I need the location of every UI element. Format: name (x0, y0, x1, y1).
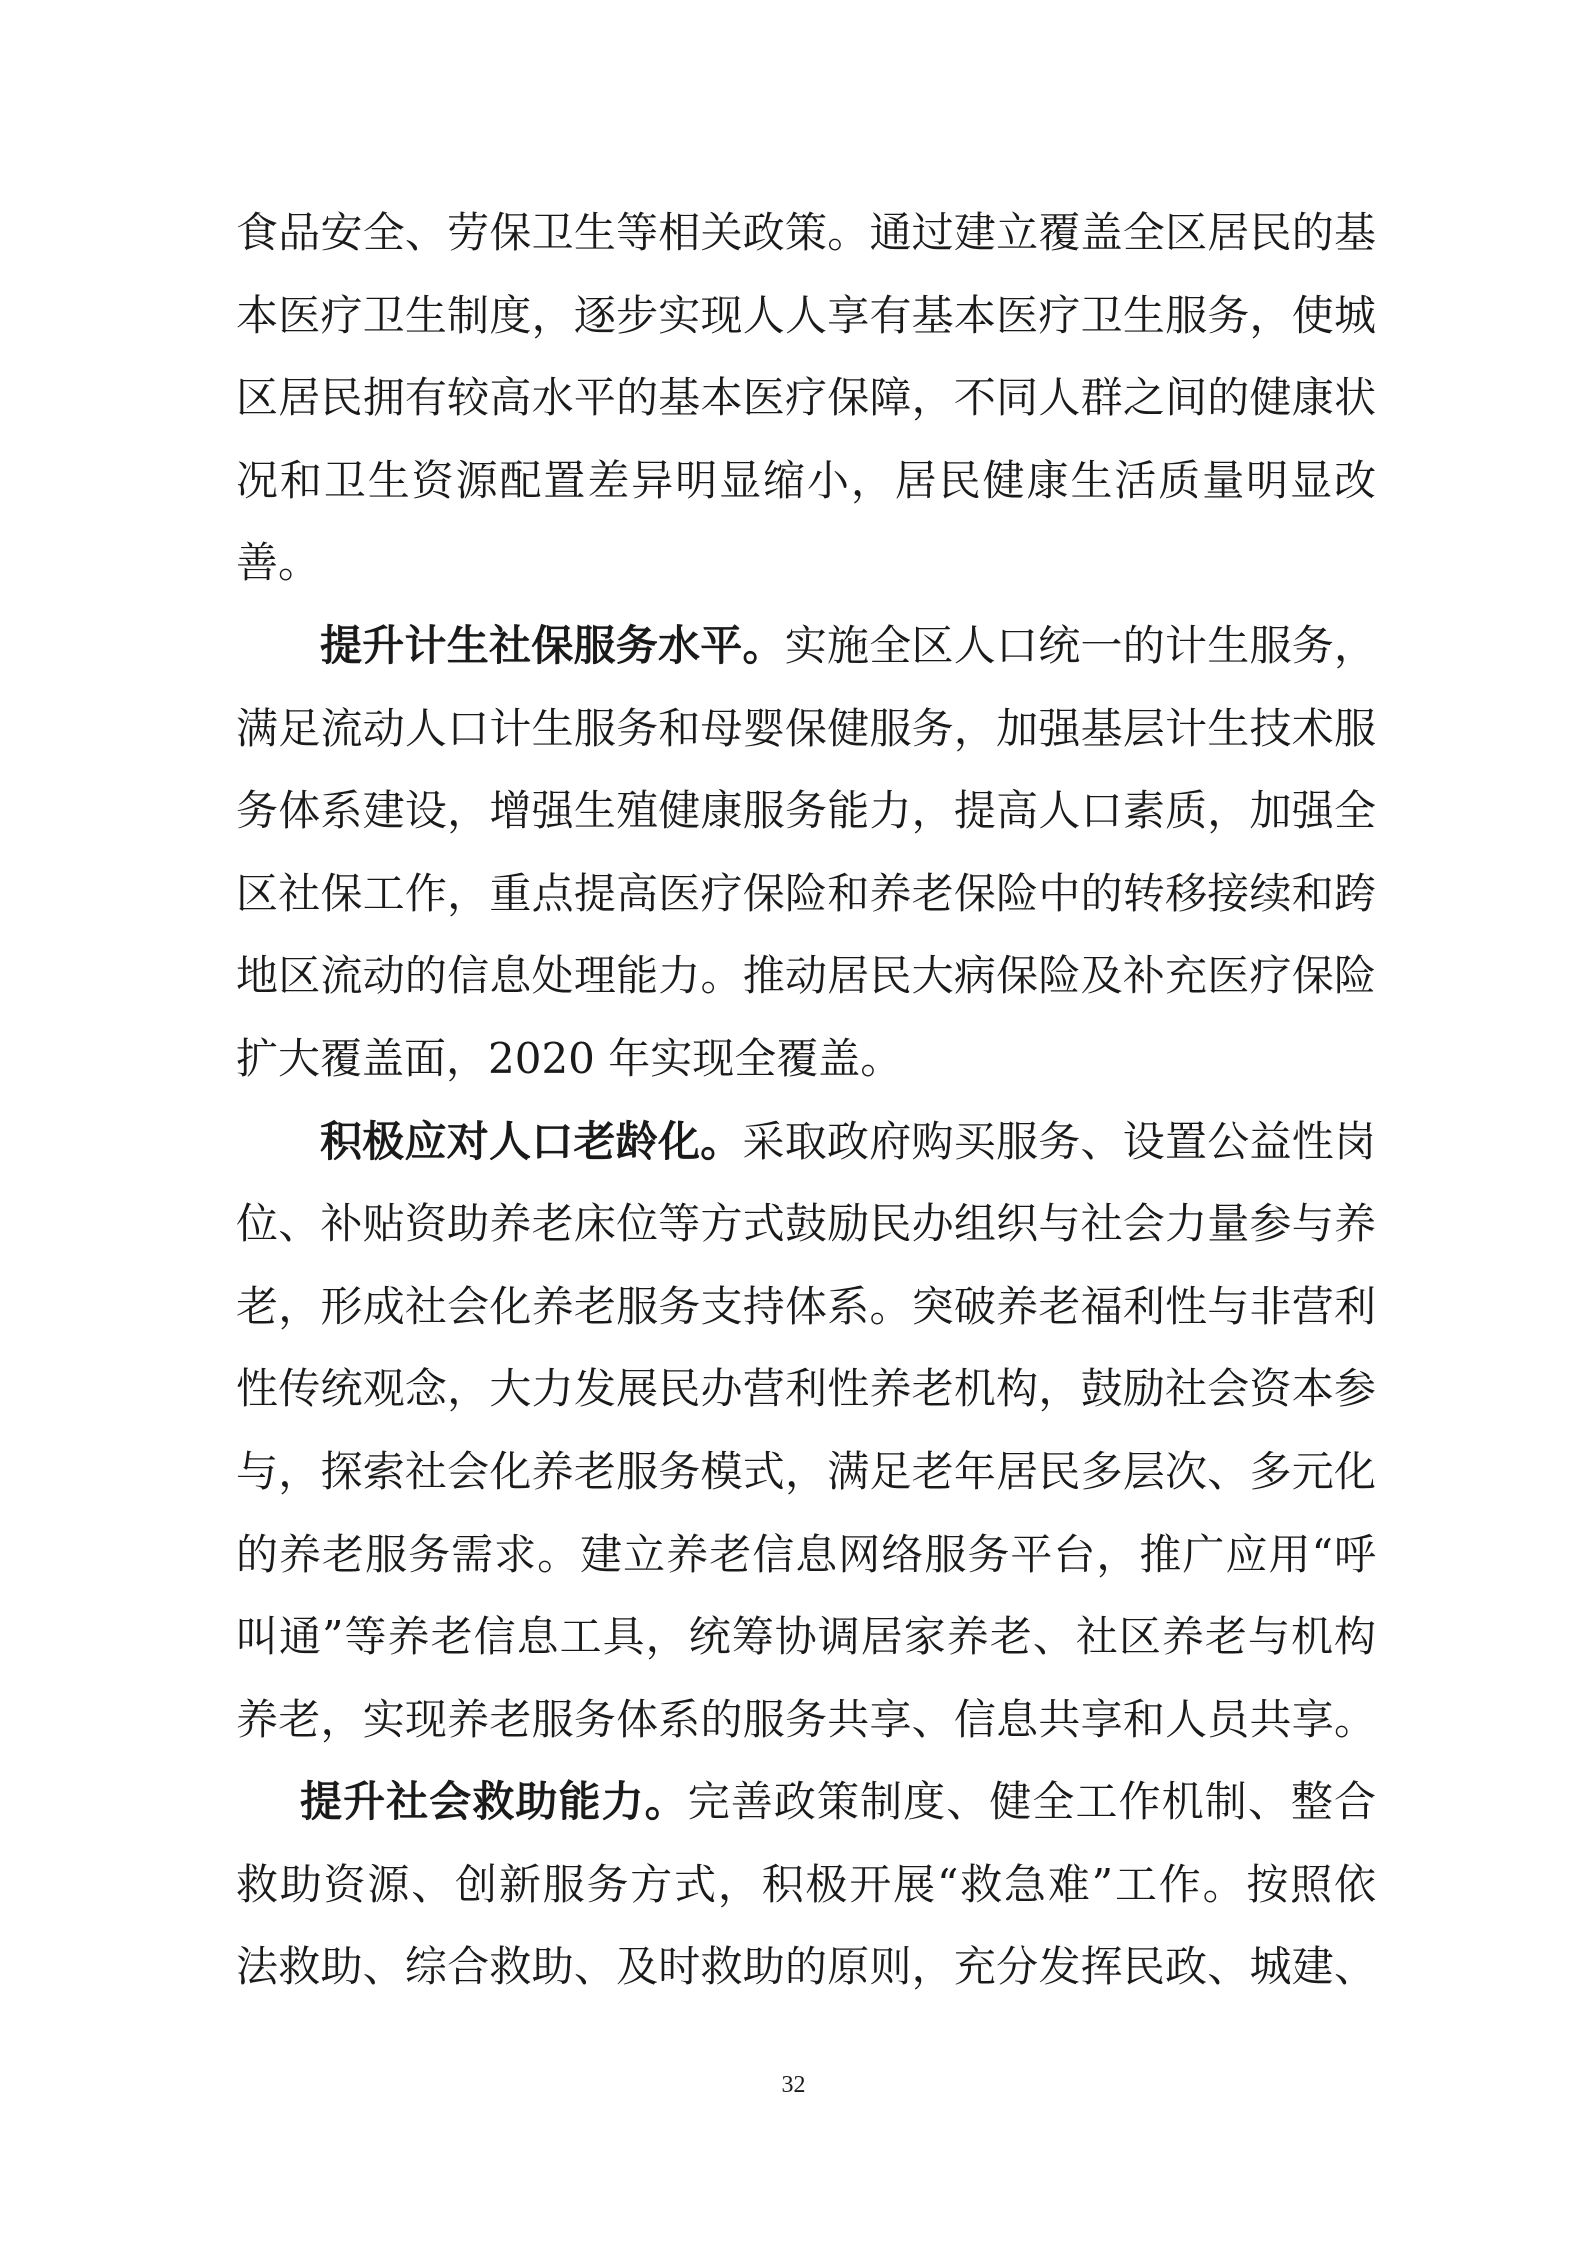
paragraph-1-line-2: 本医疗卫生制度，逐步实现人人享有基本医疗卫生服务，使城 (236, 290, 1376, 340)
paragraph-2-lead: 实施全区人口统一的计生服务， (784, 620, 1376, 670)
paragraph-3-line-6: 的养老服务需求。建立养老信息网络服务平台，推广应用“呼 (236, 1529, 1376, 1579)
paragraph-3-line-5: 与，探索社会化养老服务模式，满足老年居民多层次、多元化 (236, 1446, 1376, 1496)
paragraph-4-line-3: 法救助、综合救助、及时救助的原则，充分发挥民政、城建、 (236, 1942, 1376, 1992)
paragraph-4-lead: 完善政策制度、健全工作机制、整合 (687, 1777, 1376, 1827)
paragraph-2-heading: 提升计生社保服务水平。 (320, 620, 785, 670)
paragraph-1-line-5: 善。 (236, 538, 321, 588)
paragraph-3-line-2: 位、补贴资助养老床位等方式鼓励民办组织与社会力量参与养 (236, 1199, 1376, 1249)
paragraph-2-line-1 (236, 605, 1376, 688)
paragraph-3-line-4: 性传统观念，大力发展民办营利性养老机构，鼓励社会资本参 (236, 1364, 1376, 1414)
paragraph-3-lead: 采取政府购买服务、设置公益性岗 (742, 1116, 1376, 1166)
paragraph-3-line-3: 老，形成社会化养老服务支持体系。突破养老福利性与非营利 (236, 1281, 1376, 1331)
paragraph-1-line-4: 况和卫生资源配置差异明显缩小，居民健康生活质量明显改 (236, 455, 1376, 505)
paragraph-3-heading: 积极应对人口老龄化。 (320, 1116, 743, 1166)
paragraph-2-line-5: 地区流动的信息处理能力。推动居民大病保险及补充医疗保险 (236, 951, 1376, 1001)
paragraph-4-line-2: 救助资源、创新服务方式，积极开展“救急难”工作。按照依 (236, 1859, 1376, 1909)
paragraph-3-line-7: 叫通”等养老信息工具，统筹协调居家养老、社区养老与机构 (236, 1612, 1376, 1662)
paragraph-3-line-8: 养老，实现养老服务体系的服务共享、信息共享和人员共享。 (236, 1694, 1376, 1744)
paragraph-2-line-4: 区社保工作，重点提高医疗保险和养老保险中的转移接续和跨 (236, 868, 1376, 918)
body-text (236, 192, 1376, 2009)
paragraph-2-line-2: 满足流动人口计生服务和母婴保健服务，加强基层计生技术服 (236, 703, 1376, 753)
paragraph-4-heading: 提升社会救助能力。 (300, 1777, 688, 1827)
paragraph-1-line-1: 食品安全、劳保卫生等相关政策。通过建立覆盖全区居民的基 (236, 208, 1376, 257)
paragraph-2-line-3: 务体系建设，增强生殖健康服务能力，提高人口素质，加强全 (236, 786, 1376, 836)
paragraph-4-line-1 (236, 1761, 1376, 1844)
paragraph-2-line-6: 扩大覆盖面，2020 年实现全覆盖。 (236, 1033, 903, 1083)
paragraph-1-line-3: 区居民拥有较高水平的基本医疗保障，不同人群之间的健康状 (236, 373, 1376, 423)
paragraph-3-line-1 (236, 1101, 1376, 1184)
page-number: 32 (781, 2072, 806, 2098)
